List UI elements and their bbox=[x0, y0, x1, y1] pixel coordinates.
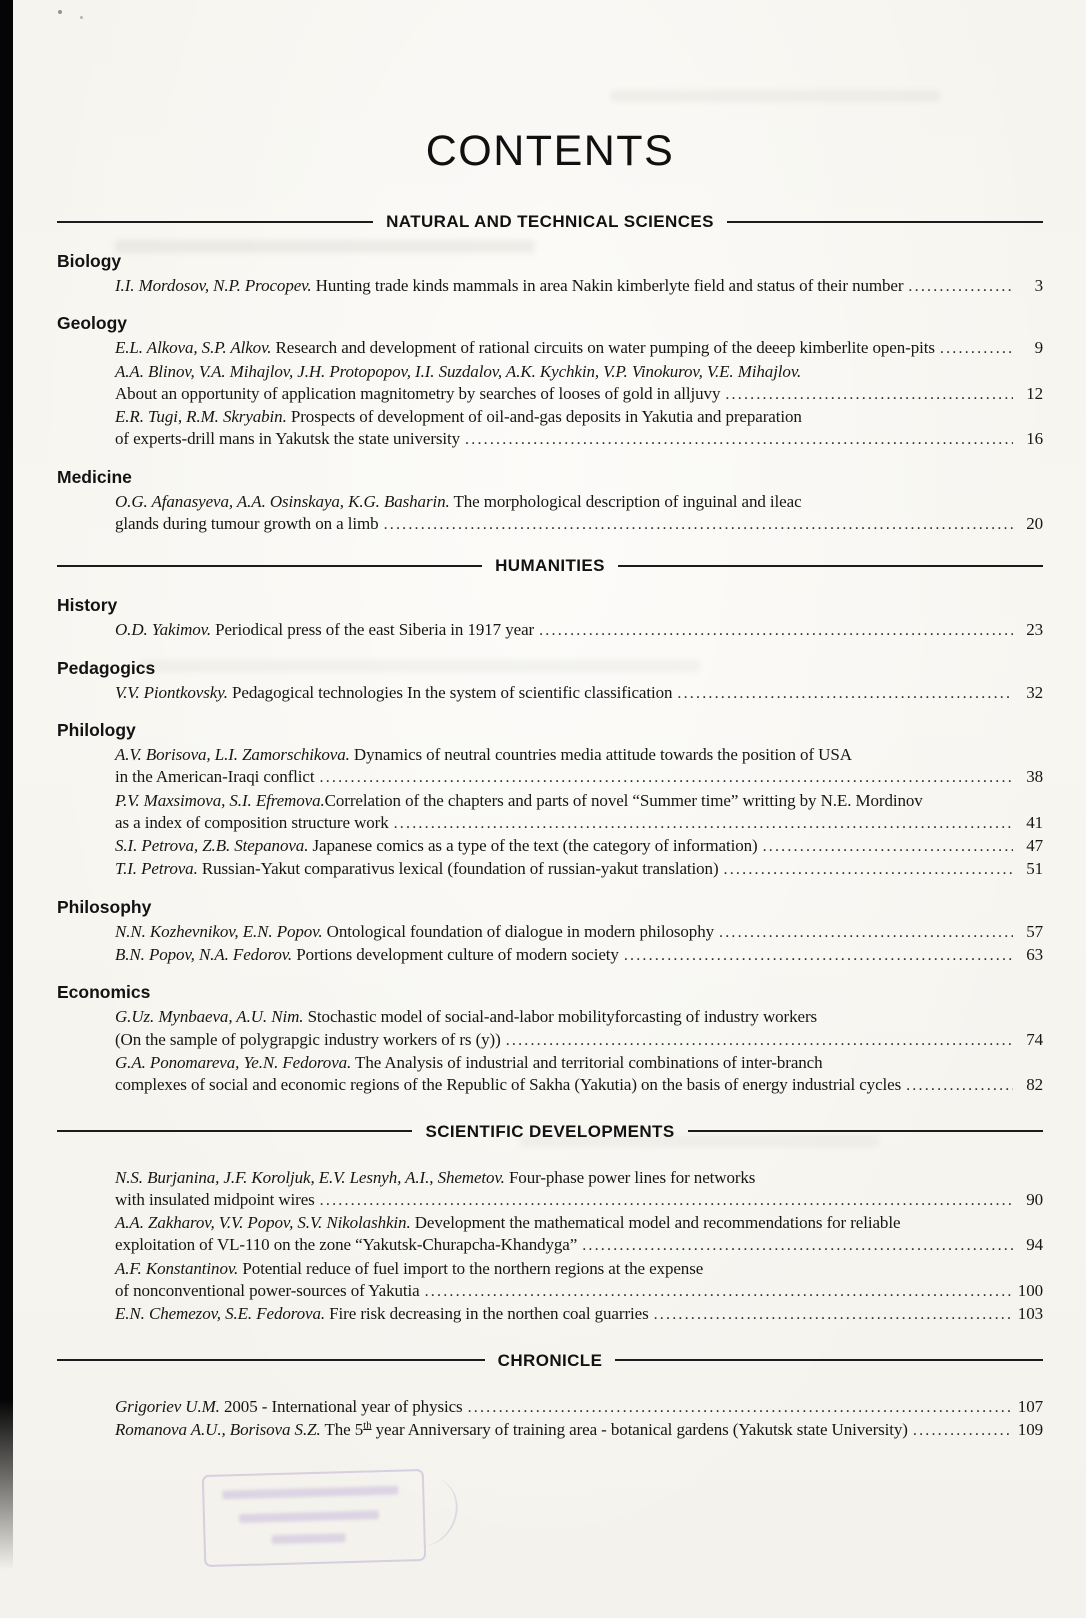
header-rule-right bbox=[618, 565, 1043, 567]
part-heading: SCIENTIFIC DEVELOPMENTS bbox=[425, 1121, 675, 1141]
entry-authors: E.R. Tugi, R.M. Skryabin. bbox=[115, 407, 287, 427]
part-heading: CHRONICLE bbox=[497, 1350, 603, 1370]
group-title-geology: Geology bbox=[57, 313, 128, 334]
page-number: 100 bbox=[1017, 1281, 1043, 1301]
page-number: 82 bbox=[1026, 1075, 1043, 1095]
part-header bbox=[57, 1120, 1043, 1143]
header-rule-right bbox=[688, 1130, 1043, 1132]
entry-list bbox=[115, 275, 1043, 298]
dot-leader bbox=[908, 275, 1013, 298]
entry-authors: B.N. Popov, N.A. Fedorov. bbox=[115, 945, 293, 965]
entry-text bbox=[115, 383, 720, 405]
page-number: 63 bbox=[1026, 945, 1043, 965]
toc-entry bbox=[115, 1258, 1043, 1304]
page-number: 23 bbox=[1026, 620, 1043, 640]
entry-title-text: year Anniversary of training area - botanical gardens (Yakutsk state University) bbox=[371, 1419, 908, 1439]
entry-text bbox=[115, 1396, 463, 1418]
entry-list bbox=[115, 1167, 1043, 1327]
entry-title-text: Development the mathematical model and recommendations for reliable bbox=[410, 1213, 901, 1233]
toc-entry bbox=[115, 1006, 1043, 1052]
entry-text bbox=[115, 1419, 908, 1441]
entry-title-text: Periodical press of the east Siberia in 1917 year bbox=[210, 620, 535, 640]
entry-list bbox=[115, 921, 1043, 968]
dot-leader bbox=[506, 1029, 1013, 1052]
dot-leader bbox=[425, 1280, 1013, 1303]
entry-line bbox=[115, 383, 1043, 406]
header-rule-right bbox=[615, 1359, 1043, 1361]
toc-entry bbox=[115, 337, 1043, 360]
dot-leader bbox=[465, 428, 1013, 451]
page-number: 20 bbox=[1026, 514, 1043, 534]
page-number: 9 bbox=[1034, 338, 1043, 358]
entry-line bbox=[115, 1052, 1043, 1074]
entry-list bbox=[115, 744, 1043, 882]
entry-title-text: Potential reduce of fuel import to the northern regions at the expense bbox=[238, 1258, 704, 1278]
entry-line bbox=[115, 491, 1043, 513]
header-rule-left bbox=[57, 565, 482, 567]
entry-line bbox=[115, 619, 1043, 642]
group-title-biology: Biology bbox=[57, 251, 122, 271]
entry-line bbox=[115, 337, 1043, 360]
entry-authors: A.F. Konstantinov. bbox=[115, 1258, 239, 1278]
page-number: 109 bbox=[1017, 1419, 1043, 1439]
toc-entry bbox=[115, 1303, 1043, 1326]
toc-entry bbox=[115, 275, 1043, 298]
toc-entry bbox=[115, 1212, 1043, 1258]
toc-entry bbox=[115, 1167, 1043, 1213]
dot-leader bbox=[384, 513, 1013, 536]
toc-entry bbox=[115, 1396, 1043, 1419]
toc-entry bbox=[115, 361, 1043, 407]
group-title-medicine: Medicine bbox=[57, 466, 132, 487]
group-economics bbox=[57, 981, 1043, 1097]
entry-authors: E.L. Alkova, S.P. Alkov. bbox=[115, 338, 272, 358]
dot-leader bbox=[913, 1419, 1013, 1442]
entry-text bbox=[115, 790, 923, 812]
entry-title-text: Research and development of rational circuits on water pumping of the deeep kimberlite open-pits bbox=[271, 338, 935, 358]
part-header bbox=[57, 210, 1043, 233]
toc-entry bbox=[115, 921, 1043, 944]
entry-text bbox=[115, 1234, 577, 1256]
part-header bbox=[57, 554, 1043, 577]
entry-list bbox=[115, 619, 1043, 642]
entry-text bbox=[115, 428, 460, 450]
page-number: 3 bbox=[1034, 276, 1043, 295]
entry-authors: A.A. Zakharov, V.V. Popov, S.V. Nikolashkin. bbox=[115, 1213, 411, 1233]
group-philology bbox=[57, 719, 1043, 882]
entry-title-text: Prospects of development of oil-and-gas deposits in Yakutia and preparation bbox=[286, 407, 802, 427]
entry-authors: T.I. Petrova. bbox=[115, 859, 198, 879]
page-number: 103 bbox=[1017, 1304, 1043, 1324]
page-number: 74 bbox=[1026, 1029, 1043, 1049]
entry-list bbox=[115, 1396, 1043, 1443]
entry-text bbox=[115, 921, 714, 943]
part-heading: HUMANITIES bbox=[495, 556, 605, 576]
part-humanities bbox=[57, 554, 1043, 1097]
toc-entry bbox=[115, 790, 1043, 836]
entry-line bbox=[115, 1303, 1043, 1326]
entry-line bbox=[115, 1074, 1043, 1097]
toc-entry bbox=[115, 1052, 1043, 1098]
entry-line bbox=[115, 812, 1043, 835]
entry-authors: G.Uz. Mynbaeva, A.U. Nim. bbox=[115, 1007, 304, 1027]
page-number: 57 bbox=[1026, 921, 1043, 941]
page-number: 94 bbox=[1026, 1235, 1043, 1255]
entry-text bbox=[115, 858, 719, 880]
toc-entry bbox=[115, 858, 1043, 881]
group-pedagogics bbox=[57, 657, 1043, 705]
entry-list bbox=[115, 337, 1043, 451]
entry-line bbox=[115, 921, 1043, 944]
entry-authors: Romanova A.U., Borisova S.Z. bbox=[115, 1419, 321, 1439]
stamp-text-row bbox=[222, 1486, 398, 1500]
page-number: 90 bbox=[1026, 1189, 1043, 1209]
entry-line bbox=[115, 513, 1043, 536]
dot-leader bbox=[468, 1396, 1013, 1419]
entry-text bbox=[115, 744, 852, 766]
entry-title-text: of experts-drill mans in Yakutsk the state university bbox=[115, 429, 461, 449]
header-rule-left bbox=[57, 1359, 485, 1361]
entry-line bbox=[115, 766, 1043, 789]
dot-leader bbox=[940, 337, 1013, 360]
entry-title-text: Japanese comics as a type of the text (the category of information) bbox=[308, 836, 758, 856]
entry-authors: E.N. Chemezov, S.E. Fedorova. bbox=[115, 1304, 326, 1324]
entry-title-text: Pedagogical technologies In the system of scientific classification bbox=[227, 682, 673, 702]
entry-title-text: The Analysis of industrial and territorial combinations of inter-branch bbox=[351, 1052, 823, 1072]
entry-title-text: th bbox=[363, 1419, 372, 1432]
entry-text bbox=[115, 1052, 823, 1074]
entry-title-text: Correlation of the chapters and parts of novel “Summer time” writting by N.E. Mordinov bbox=[324, 790, 923, 810]
entry-line bbox=[115, 835, 1043, 858]
entry-text bbox=[115, 1212, 900, 1234]
toc-entry bbox=[115, 682, 1043, 705]
entry-title-text: 2005 - International year of physics bbox=[219, 1396, 463, 1416]
entry-title-text: in the American-Iraqi conflict bbox=[115, 767, 315, 787]
part-chronicle bbox=[57, 1349, 1043, 1443]
page-number: 16 bbox=[1026, 429, 1043, 449]
entry-line bbox=[115, 682, 1043, 705]
entry-text bbox=[115, 944, 619, 966]
entry-title-text: exploitation of VL-110 on the zone “Yakutsk-Churapcha-Khandyga” bbox=[115, 1235, 578, 1255]
entry-line bbox=[115, 1396, 1043, 1419]
toc-entry bbox=[115, 835, 1043, 858]
toc-entry bbox=[115, 406, 1043, 452]
entry-authors: N.S. Burjanina, J.F. Koroljuk, E.V. Lesnyh, A.I., Shemetov. bbox=[115, 1167, 505, 1187]
entry-authors: S.I. Petrova, Z.B. Stepanova. bbox=[115, 836, 309, 856]
entry-list bbox=[115, 682, 1043, 705]
entry-authors: A.A. Blinov, V.A. Mihajlov, J.H. Protopopov, I.I. Suzdalov, A.K. Kychkin, V.P. Vinokurov, V.E. Mihajlov. bbox=[115, 361, 802, 381]
entry-authors: G.A. Ponomareva, Ye.N. Fedorova. bbox=[115, 1052, 352, 1072]
part-scientific-developments bbox=[57, 1120, 1043, 1327]
entry-title-text: Russian-Yakut comparativus lexical (foundation of russian-yakut translation) bbox=[197, 859, 719, 879]
toc-entry bbox=[115, 491, 1043, 537]
entry-line bbox=[115, 406, 1043, 428]
entry-text bbox=[115, 406, 802, 428]
page-number: 32 bbox=[1026, 682, 1043, 702]
dot-leader bbox=[320, 766, 1014, 789]
entry-title-text: (On the sample of polygrapgic industry workers of rs (y)) bbox=[115, 1029, 501, 1049]
entry-line bbox=[115, 1006, 1043, 1028]
entry-list bbox=[115, 491, 1043, 537]
group-medicine bbox=[57, 466, 1043, 537]
toc-entry bbox=[115, 619, 1043, 642]
entry-text bbox=[115, 1303, 649, 1325]
entry-text bbox=[115, 1006, 817, 1028]
entry-authors: V.V. Piontkovsky. bbox=[115, 682, 228, 702]
page-number: 47 bbox=[1026, 836, 1043, 856]
entry-line bbox=[115, 858, 1043, 881]
entry-line bbox=[115, 1167, 1043, 1189]
entry-line bbox=[115, 1234, 1043, 1257]
entry-text bbox=[115, 1189, 315, 1211]
group-title-pedagogics: Pedagogics bbox=[57, 657, 156, 678]
entry-title-text: Stochastic model of social-and-labor mobilityforcasting of industry workers bbox=[303, 1007, 818, 1027]
entry-line bbox=[115, 1280, 1043, 1303]
entry-line bbox=[115, 361, 1043, 383]
entry-title-text: Fire risk decreasing in the northen coal guarries bbox=[325, 1304, 649, 1324]
stamp-text-row bbox=[239, 1510, 379, 1523]
dot-leader bbox=[724, 858, 1013, 881]
group-title-philosophy: Philosophy bbox=[57, 896, 152, 917]
dot-leader bbox=[320, 1189, 1013, 1212]
part-header bbox=[57, 1349, 1043, 1372]
toc-entry bbox=[115, 744, 1043, 790]
group-title-economics: Economics bbox=[57, 982, 151, 1003]
entry-title-text: Portions development culture of modern society bbox=[292, 945, 619, 965]
entry-authors: N.N. Kozhevnikov, E.N. Popov. bbox=[115, 921, 323, 941]
entry-title-text: The 5 bbox=[320, 1419, 364, 1439]
stamp-flourish bbox=[388, 1471, 464, 1553]
entry-text bbox=[115, 361, 801, 383]
ink-stamp bbox=[202, 1469, 426, 1567]
group-unnamed bbox=[57, 1396, 1043, 1443]
group-title-philology: Philology bbox=[57, 719, 136, 740]
dot-leader bbox=[582, 1234, 1013, 1257]
entry-authors: O.G. Afanasyeva, A.A. Osinskaya, K.G. Basharin. bbox=[115, 491, 450, 511]
group-title-history: History bbox=[57, 595, 118, 616]
entry-line bbox=[115, 790, 1043, 812]
dot-leader bbox=[906, 1074, 1013, 1097]
entry-text bbox=[115, 337, 935, 359]
entry-title-text: The morphological description of inguinal and ileac bbox=[449, 491, 802, 511]
entry-line bbox=[115, 944, 1043, 967]
entry-text bbox=[115, 513, 379, 535]
entry-text bbox=[115, 1167, 755, 1189]
header-rule-left bbox=[57, 221, 373, 223]
entry-text bbox=[115, 275, 903, 297]
entry-authors: I.I. Mordosov, N.P. Procopev. bbox=[115, 276, 312, 295]
entry-title-text: complexes of social and economic regions of the Republic of Sakha (Yakutia) on the basis of energy industrial cycles bbox=[115, 1075, 902, 1095]
entry-line bbox=[115, 1189, 1043, 1212]
part-heading: NATURAL AND TECHNICAL SCIENCES bbox=[386, 212, 714, 231]
entry-title-text: with insulated midpoint wires bbox=[115, 1189, 315, 1209]
entry-line bbox=[115, 1258, 1043, 1280]
entry-line bbox=[115, 1212, 1043, 1234]
dot-leader bbox=[677, 682, 1013, 705]
group-geology bbox=[57, 312, 1043, 451]
entry-title-text: Four-phase power lines for networks bbox=[504, 1167, 756, 1187]
page-number: 107 bbox=[1017, 1396, 1043, 1416]
stamp-text-row bbox=[271, 1533, 345, 1544]
entry-title-text: of nonconventional power-sources of Yakutia bbox=[115, 1281, 420, 1301]
page-number: 38 bbox=[1026, 767, 1043, 787]
dot-leader bbox=[763, 835, 1013, 858]
entry-authors: O.D. Yakimov. bbox=[115, 620, 211, 640]
entry-title-text: Dynamics of neutral countries media attitude towards the position of USA bbox=[349, 744, 852, 764]
entry-title-text: Ontological foundation of dialogue in modern philosophy bbox=[322, 921, 715, 941]
entry-line bbox=[115, 428, 1043, 451]
entry-text bbox=[115, 1280, 420, 1302]
entry-title-text: About an opportunity of application magnitometry by searches of looses of gold in alljuvy bbox=[115, 383, 721, 403]
group-history bbox=[57, 594, 1043, 642]
entry-text bbox=[115, 491, 802, 513]
entry-text bbox=[115, 812, 389, 834]
group-unnamed bbox=[57, 1167, 1043, 1327]
page-number: 12 bbox=[1026, 383, 1043, 403]
entry-text bbox=[115, 619, 534, 641]
toc-entry bbox=[115, 1419, 1043, 1442]
dot-leader bbox=[725, 383, 1013, 406]
entry-authors: P.V. Maxsimova, S.I. Efremova. bbox=[115, 790, 325, 810]
header-rule-right bbox=[727, 221, 1043, 223]
page-number: 51 bbox=[1026, 859, 1043, 879]
entry-text bbox=[115, 835, 758, 857]
dot-leader bbox=[654, 1303, 1013, 1326]
group-biology bbox=[57, 250, 1043, 298]
table-of-contents bbox=[57, 210, 1043, 1442]
entry-text bbox=[115, 682, 672, 704]
page-number: 41 bbox=[1026, 812, 1043, 832]
entry-title-text: as a index of composition structure work bbox=[115, 812, 389, 832]
header-rule-left bbox=[57, 1130, 412, 1132]
dot-leader bbox=[624, 944, 1013, 967]
entry-text bbox=[115, 1074, 901, 1096]
entry-text bbox=[115, 766, 315, 788]
entry-text bbox=[115, 1258, 703, 1280]
dot-leader bbox=[539, 619, 1013, 642]
entry-authors: A.V. Borisova, L.I. Zamorschikova. bbox=[115, 744, 350, 764]
entry-line bbox=[115, 1029, 1043, 1052]
toc-entry bbox=[115, 944, 1043, 967]
entry-title-text: Hunting trade kinds mammals in area Nakin kimberlyte field and status of their number bbox=[311, 276, 904, 295]
dot-leader bbox=[394, 812, 1013, 835]
page-title: CONTENTS bbox=[425, 127, 675, 175]
entry-list bbox=[115, 1006, 1043, 1097]
group-philosophy bbox=[57, 896, 1043, 968]
entry-text bbox=[115, 1029, 501, 1051]
entry-title-text: glands during tumour growth on a limb bbox=[115, 514, 379, 534]
entry-authors: Grigoriev U.M. bbox=[115, 1396, 220, 1416]
dot-leader bbox=[719, 921, 1013, 944]
entry-line bbox=[115, 1419, 1043, 1442]
part-natural-and-technical-sciences bbox=[57, 210, 1043, 536]
entry-line bbox=[115, 744, 1043, 766]
entry-line bbox=[115, 275, 1043, 298]
